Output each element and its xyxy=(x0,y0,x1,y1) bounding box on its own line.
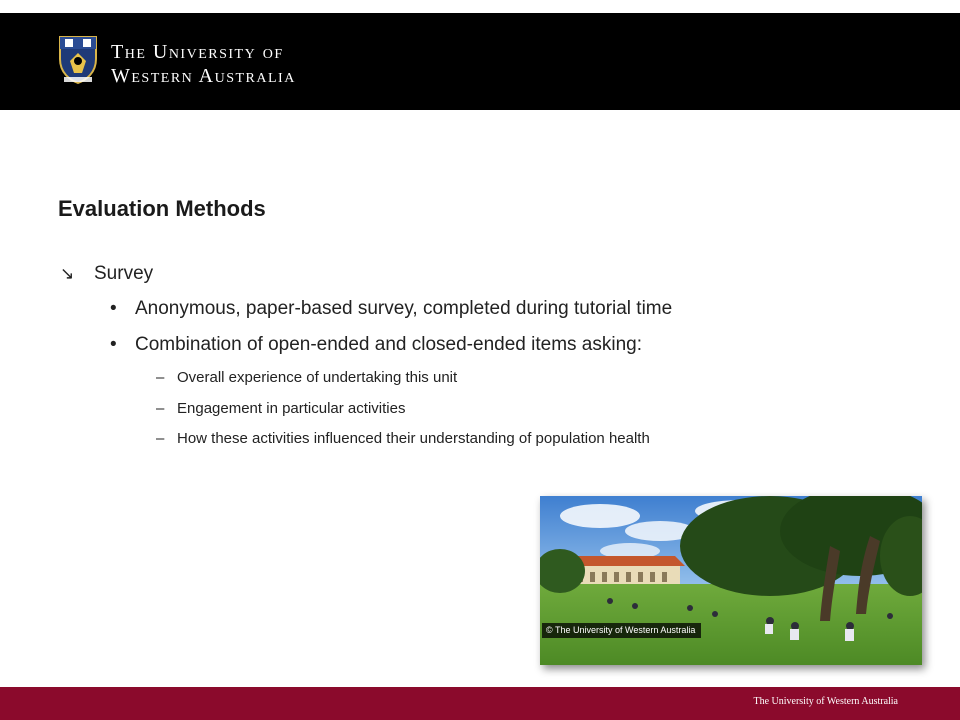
arrow-down-right-icon: ↘ xyxy=(60,264,75,283)
header-bar xyxy=(0,13,960,110)
bullet-survey-label: Survey xyxy=(94,263,154,284)
bullet-anonymous-survey-label: Anonymous, paper-based survey, completed during tutorial time xyxy=(135,298,673,319)
dash-icon: – xyxy=(156,369,165,386)
university-name xyxy=(111,40,296,88)
subbullet-engagement xyxy=(156,400,405,417)
subbullet-overall-experience-label: Overall experience of undertaking this unit xyxy=(177,369,458,386)
subbullet-influence-label: How these activities influenced their understanding of population health xyxy=(177,430,650,447)
subbullet-influence xyxy=(156,430,650,447)
university-name-line1: The University of xyxy=(111,41,284,63)
university-crest-icon xyxy=(56,33,100,85)
footer-bar xyxy=(0,687,960,720)
bullet-survey xyxy=(60,263,153,285)
campus-photo-image xyxy=(540,496,922,665)
slide-title: Evaluation Methods xyxy=(58,196,266,221)
photo-caption: © The University of Western Australia xyxy=(542,623,701,638)
footer-text: The University of Western Australia xyxy=(753,696,898,707)
campus-photo xyxy=(540,496,922,665)
bullet-dot-icon: • xyxy=(110,334,117,355)
dash-icon: – xyxy=(156,400,165,417)
bullet-anonymous-survey xyxy=(110,298,672,320)
university-name-line2: Western Australia xyxy=(111,65,296,87)
subbullet-engagement-label: Engagement in particular activities xyxy=(177,400,406,417)
bullet-dot-icon: • xyxy=(110,298,117,319)
bullet-combination-items-label: Combination of open-ended and closed-ended items asking: xyxy=(135,334,642,355)
subbullet-overall-experience xyxy=(156,369,457,386)
bullet-combination-items xyxy=(110,334,642,356)
dash-icon: – xyxy=(156,430,165,447)
